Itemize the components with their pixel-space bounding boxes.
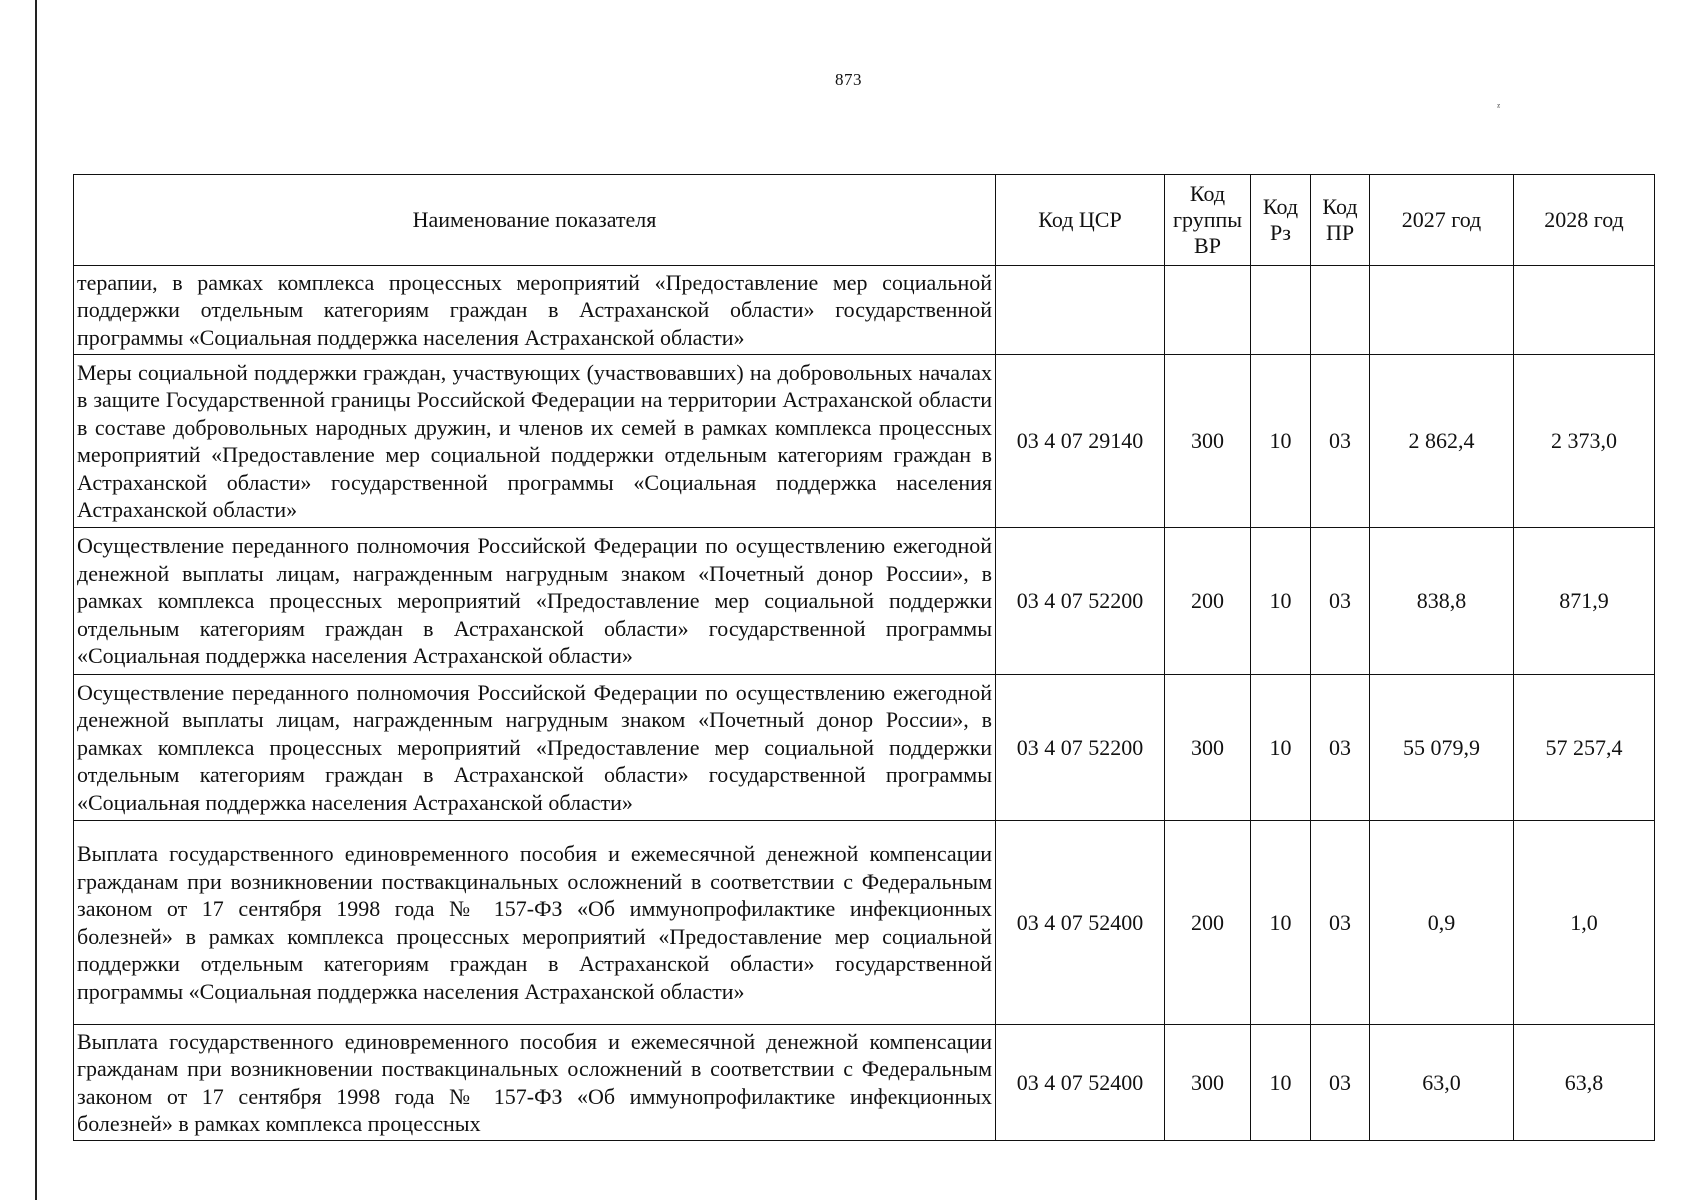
- table-row: [74, 1025, 1655, 1141]
- budget-table: [73, 174, 1655, 1141]
- binding-margin-line: [35, 0, 37, 1200]
- table-row: [74, 355, 1655, 528]
- header-vr-group-code: Код группы ВР: [1165, 175, 1251, 266]
- row-sum-2028: 2 373,0: [1514, 355, 1655, 528]
- row-sum-2027: 838,8: [1370, 528, 1514, 675]
- row-pr-code: 03: [1311, 1025, 1370, 1141]
- row-name: Осуществление переданного полномочия Российской Федерации по осуществлению ежегодной денежной выплаты лицам, награжденным нагрудным знаком «Почетный донор России», в рамках комплекса процессных мероприятий «Предоставление мер социальной поддержки отдельным категориям граждан в Астраханской области» государственной программы «Социальная поддержка населения Астраханской области»: [74, 675, 996, 821]
- row-vr-code: [1165, 266, 1251, 355]
- row-rz-code: [1251, 266, 1311, 355]
- row-name: Выплата государственного единовременного пособия и ежемесячной денежной компенсации гражданам при возникновении поствакцинальных осложнений в соответствии с Федеральным законом от 17 сентября 1998 года № 157-ФЗ «Об иммунопрофилактике инфекционных болезней» в рамках комплекса процессных мероприятий «Предоставление мер социальной поддержки отдельным категориям граждан в Астраханской области» государственной программы «Социальная поддержка населения Астраханской области»: [74, 821, 996, 1025]
- row-name: терапии, в рамках комплекса процессных мероприятий «Предоставление мер социальной поддержки отдельным категориям граждан в Астраханской области» государственной программы «Социальная поддержка населения Астраханской области»: [74, 266, 996, 355]
- header-pr-code: Код ПР: [1311, 175, 1370, 266]
- row-sum-2028: [1514, 266, 1655, 355]
- header-year-2027: 2027 год: [1370, 175, 1514, 266]
- row-sum-2027: [1370, 266, 1514, 355]
- table-header-row: [74, 175, 1655, 266]
- row-csr-code: 03 4 07 52400: [996, 821, 1165, 1025]
- table-row: [74, 675, 1655, 821]
- row-pr-code: 03: [1311, 821, 1370, 1025]
- row-sum-2027: 63,0: [1370, 1025, 1514, 1141]
- row-csr-code: 03 4 07 29140: [996, 355, 1165, 528]
- row-sum-2027: 55 079,9: [1370, 675, 1514, 821]
- row-vr-code: 300: [1165, 1025, 1251, 1141]
- row-csr-code: 03 4 07 52400: [996, 1025, 1165, 1141]
- row-pr-code: 03: [1311, 355, 1370, 528]
- header-csr-code: Код ЦСР: [996, 175, 1165, 266]
- row-sum-2028: 57 257,4: [1514, 675, 1655, 821]
- row-sum-2027: 2 862,4: [1370, 355, 1514, 528]
- table-row: [74, 266, 1655, 355]
- row-sum-2028: 63,8: [1514, 1025, 1655, 1141]
- row-sum-2028: 1,0: [1514, 821, 1655, 1025]
- row-name: Меры социальной поддержки граждан, участвующих (участвовавших) на добровольных началах в защите Государственной границы Российской Федерации на территории Астраханской области в составе добровольных народных дружин, и членов их семей в рамках комплекса процессных мероприятий «Предоставление мер социальной поддержки отдельным категориям граждан в Астраханской области» государственной программы «Социальная поддержка населения Астраханской области»: [74, 355, 996, 528]
- row-name: Осуществление переданного полномочия Российской Федерации по осуществлению ежегодной денежной выплаты лицам, награжденным нагрудным знаком «Почетный донор России», в рамках комплекса процессных мероприятий «Предоставление мер социальной поддержки отдельным категориям граждан в Астраханской области» государственной программы «Социальная поддержка населения Астраханской области»: [74, 528, 996, 675]
- scan-speck: ᶻ: [1497, 100, 1501, 114]
- header-rz-code: Код Рз: [1251, 175, 1311, 266]
- row-sum-2028: 871,9: [1514, 528, 1655, 675]
- row-name: Выплата государственного единовременного пособия и ежемесячной денежной компенсации гражданам при возникновении поствакцинальных осложнений в соответствии с Федеральным законом от 17 сентября 1998 года № 157-ФЗ «Об иммунопрофилактике инфекционных болезней» в рамках комплекса процессных: [74, 1025, 996, 1141]
- row-sum-2027: 0,9: [1370, 821, 1514, 1025]
- header-name: Наименование показателя: [74, 175, 996, 266]
- row-rz-code: 10: [1251, 821, 1311, 1025]
- row-csr-code: [996, 266, 1165, 355]
- row-vr-code: 200: [1165, 821, 1251, 1025]
- row-csr-code: 03 4 07 52200: [996, 675, 1165, 821]
- page-number: 873: [835, 70, 862, 89]
- row-vr-code: 300: [1165, 675, 1251, 821]
- header-year-2028: 2028 год: [1514, 175, 1655, 266]
- table-row: [74, 528, 1655, 675]
- row-rz-code: 10: [1251, 355, 1311, 528]
- row-rz-code: 10: [1251, 528, 1311, 675]
- row-pr-code: 03: [1311, 528, 1370, 675]
- row-pr-code: 03: [1311, 675, 1370, 821]
- row-vr-code: 200: [1165, 528, 1251, 675]
- row-vr-code: 300: [1165, 355, 1251, 528]
- row-rz-code: 10: [1251, 1025, 1311, 1141]
- row-csr-code: 03 4 07 52200: [996, 528, 1165, 675]
- row-rz-code: 10: [1251, 675, 1311, 821]
- table-row: [74, 821, 1655, 1025]
- row-pr-code: [1311, 266, 1370, 355]
